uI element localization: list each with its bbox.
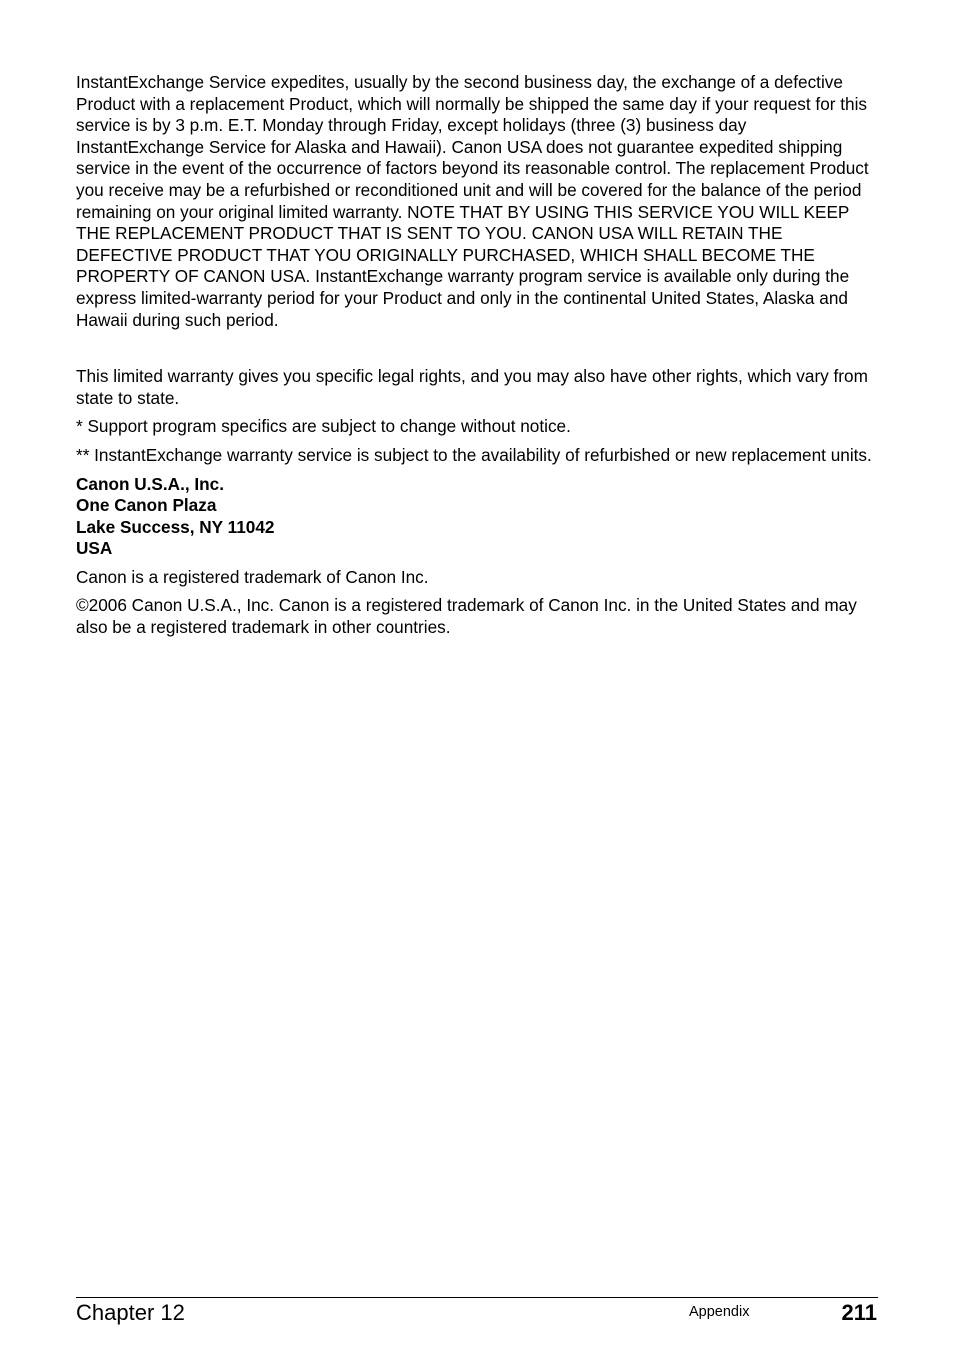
footer-section-label: Appendix <box>689 1304 750 1320</box>
address-city: Lake Success, NY 11042 <box>76 516 275 537</box>
trademark-notice: Canon is a registered trademark of Canon Inc. <box>76 566 429 587</box>
footer-chapter-label: Chapter 12 <box>76 1300 185 1325</box>
instantexchange-footnote: ** InstantExchange warranty service is subject to the availability of refurbished or new replacement units. <box>76 444 872 465</box>
address-company-name: Canon U.S.A., Inc. <box>76 473 225 494</box>
page-body <box>76 72 878 639</box>
footer-divider <box>76 1297 878 1298</box>
address-country: USA <box>76 538 113 559</box>
support-footnote: * Support program specifics are subject to change without notice. <box>76 416 571 437</box>
address-street: One Canon Plaza <box>76 495 217 516</box>
company-address <box>76 474 878 560</box>
instantexchange-paragraph: InstantExchange Service expedites, usually by the second business day, the exchange of a defective Product with a replacement Product, which will normally be shipped the same day if your request for this service is by 3 p.m. E.T. Monday through Friday, except holidays (three (3) business day InstantExchange Service for Alaska and Hawaii). Canon USA does not guarantee expedited shipping service in the event of the occurrence of factors beyond its reasonable control. The replacement Product you receive may be a refurbished or reconditioned unit and will be covered for the balance of the period remaining on your original limited warranty. NOTE THAT BY USING THIS SERVICE YOU WILL KEEP THE REPLACEMENT PRODUCT THAT IS SENT TO YOU. CANON USA WILL RETAIN THE DEFECTIVE PRODUCT THAT YOU ORIGINALLY PURCHASED, WHICH SHALL BECOME THE PROPERTY OF CANON USA. InstantExchange warranty program service is available only during the express limited-warranty period for your Product and only in the continental United States, Alaska and Hawaii during such period. <box>76 72 869 330</box>
page-number: 211 <box>841 1300 877 1325</box>
copyright-notice: ©2006 Canon U.S.A., Inc. Canon is a registered trademark of Canon Inc. in the United States and may also be a registered trademark in other countries. <box>76 595 857 638</box>
legal-rights-paragraph: This limited warranty gives you specific legal rights, and you may also have other rights, which vary from state to state. <box>76 366 868 408</box>
